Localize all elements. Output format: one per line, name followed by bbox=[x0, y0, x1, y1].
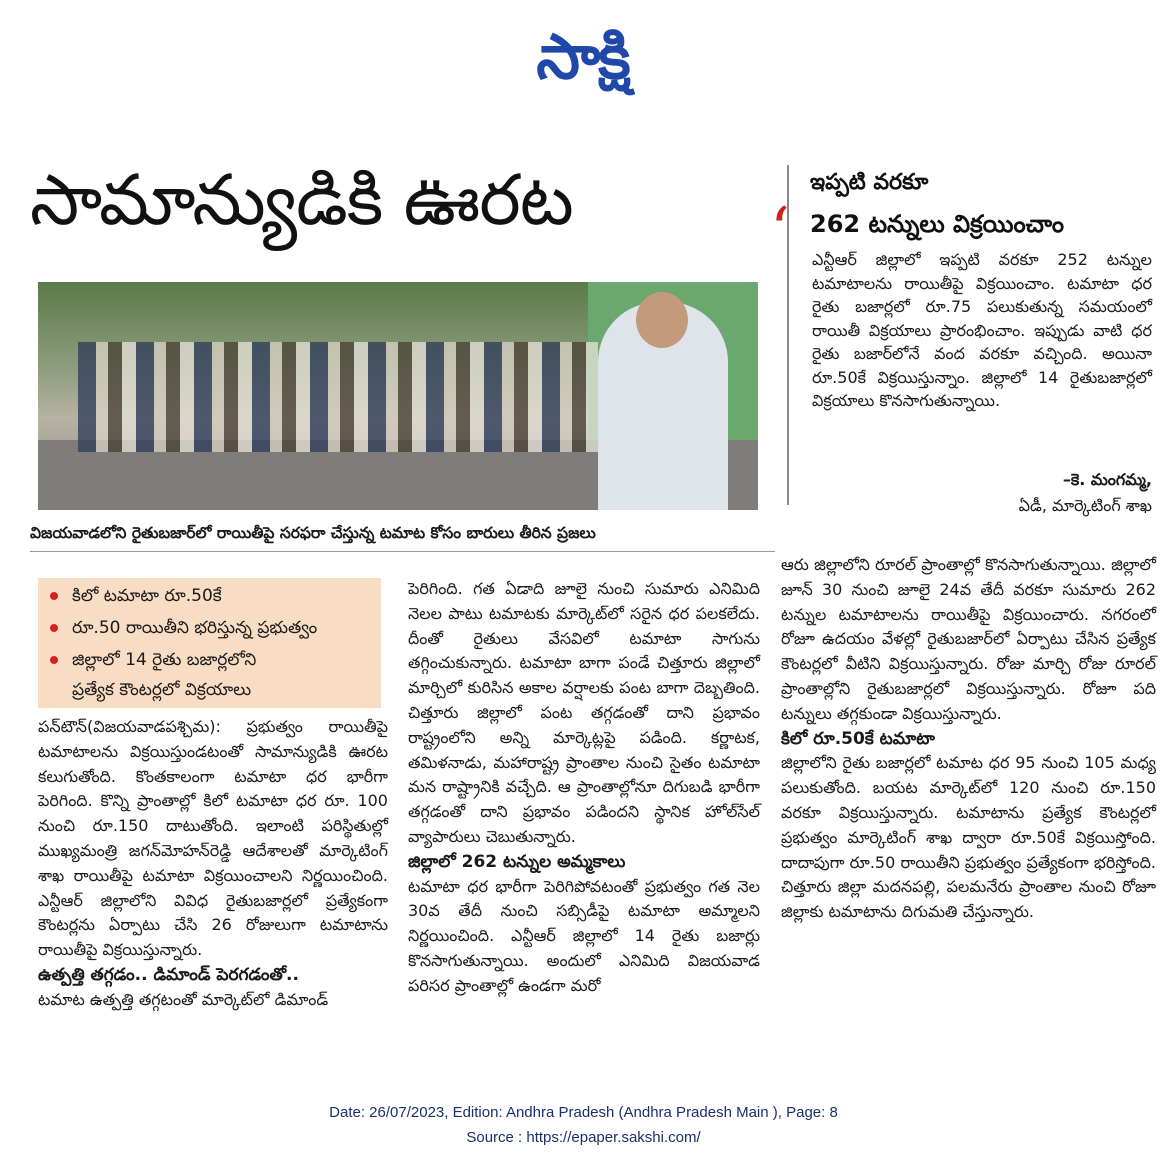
article-paragraph: ఆరు జిల్లాలోని రూరల్ ప్రాంతాల్లో కొనసాగుతున్నాయి. జిల్లాలో జూన్ 30 నుంచి జూలై 24వ తేదీ వరకూ సుమారు 262 టన్నుల టమాటాలను రాయితీపై విక్రయించారు. నగరంలో రోజూ ఉదయం వేళల్లో రైతుబజార్‌లో ఏర్పాటు చేసిన ప్రత్యేక కౌంటర్లలో వీటిని విక్రయిస్తున్నారు. రోజు మార్చి రోజు రూరల్ ప్రాంతాల్లోని రైతుబజార్లలో విక్రయిస్తున్నారు. రోజూ పది టన్నులు తగ్గకుండా విక్రయిస్తున్నారు. bbox=[781, 555, 1156, 723]
highlight-item: ప్రత్యేక కౌంటర్లలో విక్రయాలు bbox=[72, 680, 252, 700]
caption-divider bbox=[30, 551, 775, 552]
article-column-1 bbox=[38, 715, 388, 1013]
sidebar-body: ఎన్టీఆర్ జిల్లాలో ఇప్పటి వరకూ 252 టన్నుల టమాటాలను రాయితీపై విక్రయించాం. టమాటా ధర రైతు బజార్లలో రూ.75 పలుకుతున్న సమయంలో రాయితీ విక్రయాలు ప్రారంభించాం. ఇప్పుడు వాటి ధర రైతు బజార్‌లోనే వంద వరకూ వచ్చింది. అయినా రూ.50కే విక్రయిస్తున్నాం. జిల్లాలో 14 రైతుబజార్లలో విక్రయాలు కొనసాగుతున్నాయి. bbox=[812, 250, 1152, 410]
article-paragraph: జిల్లాలోని రైతు బజార్లలో టమాట ధర 95 నుంచి 105 మధ్య పలుకుతోంది. బయట మార్కెట్‌లో 120 నుంచి రూ.150 వరకూ విక్రయిస్తున్నారు. టమాటాను ప్రత్యేక కౌంటర్లలో ప్రభుత్వం మార్కెటింగ్ శాఖ ద్వారా రూ.50కే విక్రయిస్తోంది. దాదాపుగా రూ.50 రాయితీని ప్రభుత్వం ప్రత్యేకంగా భరిస్తోంది. చిత్తూరు జిల్లా మదనపల్లి, పలమనేరు ప్రాంతాల నుంచి రోజూ జిల్లాకు టమాటాను దిగుమతి చేస్తున్నారు. bbox=[781, 753, 1156, 922]
highlight-item: జిల్లాలో 14 రైతు బజార్లలోని bbox=[50, 644, 256, 676]
news-photo bbox=[38, 282, 758, 510]
highlight-item: కిలో టమాటా రూ.50కే bbox=[50, 580, 222, 612]
article-paragraph: పెరిగింది. గత ఏడాది జూలై నుంచి సుమారు ఎనిమిది నెలల పాటు టమాటకు మార్కెట్‌లో సరైన ధర పలకలేదు. దీంతో రైతులు వేసవిలో టమాటా సాగును తగ్గించుకున్నారు. టమాటా బాగా పండే చిత్తూరు జిల్లాలో మార్చిలో కురిసిన అకాల వర్షాలకు పంట బాగా దెబ్బతింది. చిత్తూరు జిల్లాలో పంట తగ్గడంతో దాని ప్రభావం రాష్ట్రంలోని అన్ని మార్కెట్లపై పడింది. కర్ణాటక, తమిళనాడు, మహారాష్ట్ర ప్రాంతాల నుంచి సైతం టమాటా మన రాష్ట్రానికి వచ్చేది. ఆ ప్రాంతాల్లోనూ దిగుబడి భారీగా తగ్గడంతో దాని ప్రభావం పడిందని స్థానిక హోల్‌సేల్ వ్యాపారులు చెబుతున్నారు. bbox=[408, 579, 760, 846]
article-column-2 bbox=[408, 577, 760, 999]
photo-queue-people bbox=[78, 342, 598, 452]
bullet-icon bbox=[50, 624, 58, 632]
photo-caption: విజయవాడలోని రైతుబజార్‌లో రాయితీపై సరఫరా చేస్తున్న టమాట కోసం బారులు తీరిన ప్రజలు bbox=[30, 524, 596, 542]
sidebar-title: 262 టన్నులు విక్రయించాం bbox=[810, 210, 1065, 238]
masthead-logo: సాక్షి bbox=[536, 20, 629, 93]
article-subhead: ఉత్పత్తి తగ్గడం.. డిమాండ్ పెరగడంతో.. bbox=[38, 964, 299, 985]
sidebar-signature-name: –కె. మంగమ్మ, bbox=[1062, 470, 1152, 489]
footer-source-line: Source : https://epaper.sakshi.com/ bbox=[466, 1129, 701, 1146]
photo-foreground-head bbox=[636, 292, 688, 348]
article-column-3 bbox=[781, 553, 1156, 925]
footer-edition-line: Date: 26/07/2023, Edition: Andhra Pradesh (Andhra Pradesh Main ), Page: 8 bbox=[329, 1104, 838, 1121]
headline: సామాన్యుడికి ఊరట bbox=[30, 159, 573, 241]
bullet-icon bbox=[50, 656, 58, 664]
bullet-icon bbox=[50, 592, 58, 600]
sidebar-kicker: ఇప్పటి వరకూ bbox=[810, 170, 929, 195]
article-subhead: జిల్లాలో 262 టన్నుల అమ్మకాలు bbox=[408, 851, 626, 872]
article-subhead: కిలో రూ.50కే టమాటా bbox=[781, 728, 935, 749]
highlight-item: రూ.50 రాయితీని భరిస్తున్న ప్రభుత్వం bbox=[50, 612, 317, 644]
article-paragraph: పన్‌టౌన్(విజయవాడపశ్చిమ): ప్రభుత్వం రాయితీపై టమాటాలను విక్రయిస్తుండటంతో సామాన్యుడికి ఊరట కలుగుతోంది. కొంతకాలంగా టమాటా ధర భారీగా పెరిగింది. కొన్ని ప్రాంతాల్లో కిలో టమాటా ధర రూ. 100 నుంచి రూ.150 దాటుతోంది. ఇలాంటి పరిస్థితుల్లో ముఖ్యమంత్రి జగన్‌మోహన్‌రెడ్డి ఆదేశాలతో మార్కెటింగ్ శాఖ రాయితీపై టమాటా విక్రయించాలని నిర్ణయించింది. ఎన్టీఆర్ జిల్లాలోని వివిధ రైతుబజార్లలో ప్రత్యేకంగా కౌంటర్లను ఏర్పాటు చేసి 26 రోజులుగా టమాటాను రాయితీపై విక్రయిస్తున్నారు. bbox=[38, 717, 388, 960]
article-paragraph: టమాట ఉత్పత్తి తగ్గటంతో మార్కెట్‌లో డిమాండ్ bbox=[38, 989, 329, 1009]
highlights-box bbox=[38, 578, 381, 708]
quote-icon: ‘ bbox=[770, 193, 790, 266]
article-paragraph: టమాటా ధర భారీగా పెరిగిపోవటంతో ప్రభుత్వం గత నెల 30వ తేదీ నుంచి సబ్సిడీపై టమాటా అమ్మాలని నిర్ణయించింది. ఎన్టీఆర్ జిల్లాలో 14 రైతు బజార్లు కొనసాగుతున్నాయి. అందులో ఎనిమిది విజయవాడ పరిసర ప్రాంతాల్లో ఉండగా మరో bbox=[408, 876, 760, 995]
sidebar-signature-title: ఏడీ, మార్కెటింగ్ శాఖ bbox=[1018, 496, 1152, 515]
